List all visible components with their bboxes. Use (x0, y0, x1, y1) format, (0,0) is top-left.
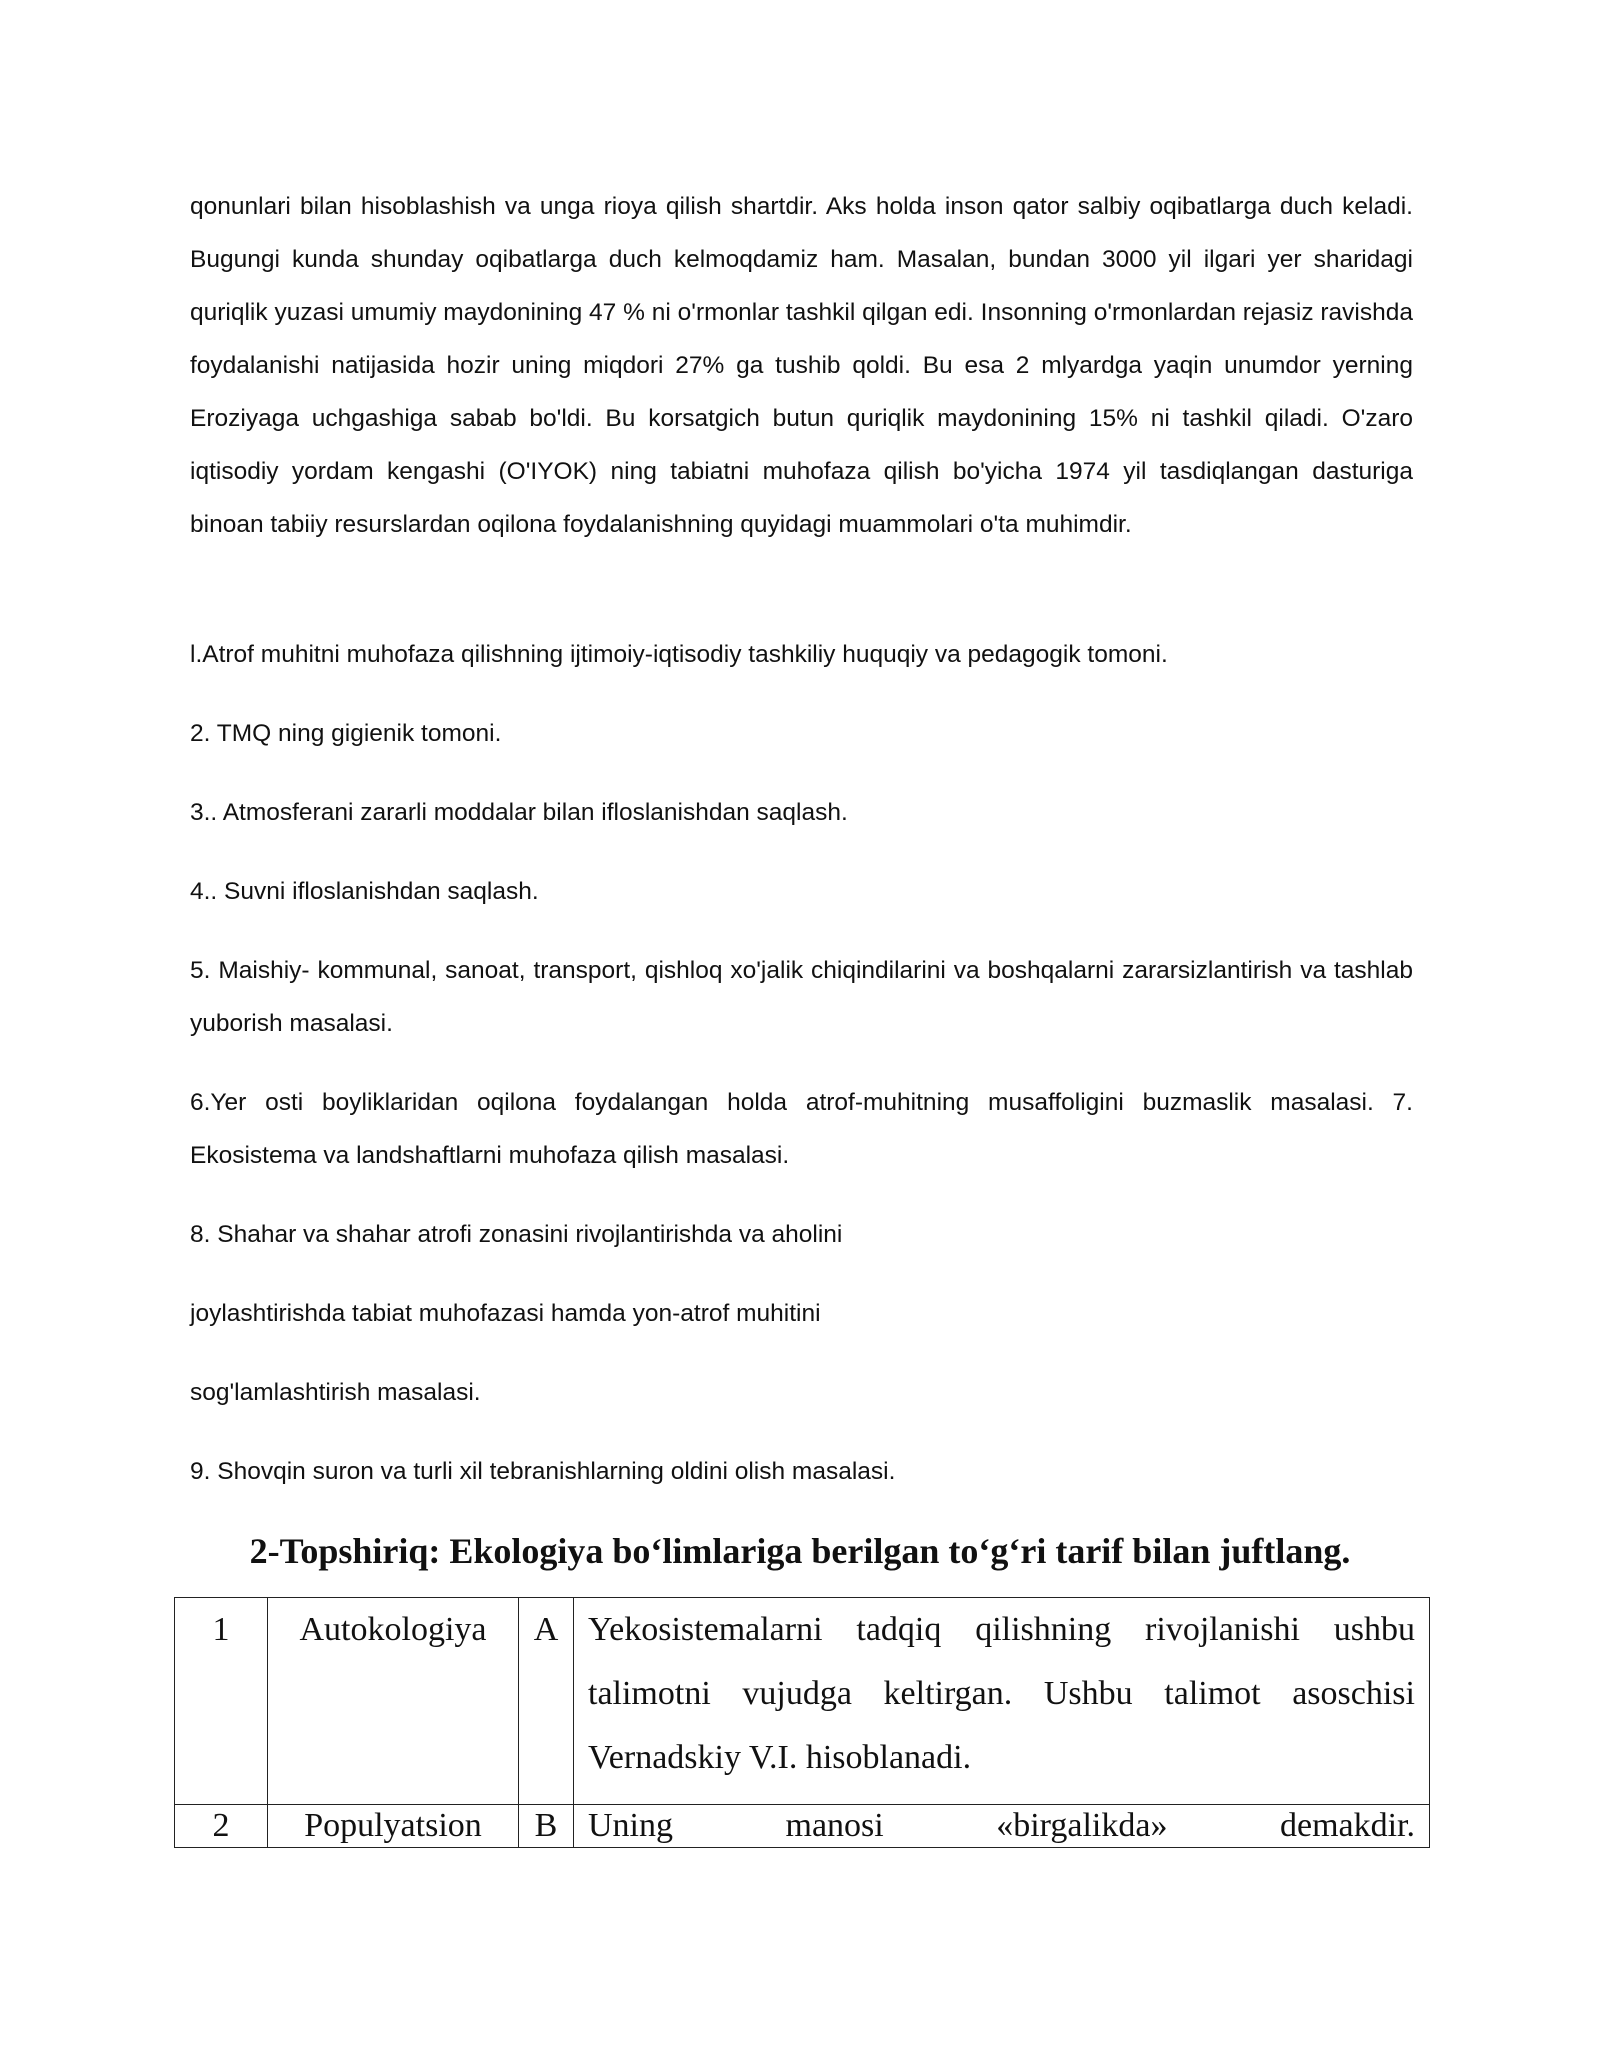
list-item: 2. TMQ ning gigienik tomoni. (190, 720, 502, 747)
row-number: 2 (175, 1805, 268, 1848)
row-term: Autokologiya (268, 1598, 519, 1805)
table-row (175, 1805, 1430, 1848)
table-row (175, 1598, 1430, 1805)
row-letter: B (519, 1805, 574, 1848)
list-item: 3.. Atmosferani zararli moddalar bilan ifloslanishdan saqlash. (190, 799, 848, 826)
intro-paragraph (190, 180, 1413, 551)
list-item: 8. Shahar va shahar atrofi zonasini rivojlantirishda va aholini (190, 1221, 843, 1248)
row-letter: A (519, 1598, 574, 1805)
list-item: 4.. Suvni ifloslanishdan saqlash. (190, 878, 539, 905)
list-item: joylashtirishda tabiat muhofazasi hamda yon-atrof muhitini (190, 1300, 821, 1327)
row-description: Uning manosi «birgalikda» demakdir. (574, 1805, 1430, 1848)
list-item: 5. Maishiy- kommunal, sanoat, transport, qishloq xo'jalik chiqindilarini va boshqalarni zararsizlantirish va tashlab yuborish masalasi. (190, 957, 1413, 1037)
list-item: 9. Shovqin suron va turli xil tebranishlarning oldini olish masalasi. (190, 1458, 896, 1485)
row-number: 1 (175, 1598, 268, 1805)
list-item: 6.Yer osti boyliklaridan oqilona foydalangan holda atrof-muhitning musaffoligini buzmaslik masalasi. 7. Ekosistema va landshaftlarni muhofaza qilish masalasi. (190, 1089, 1413, 1169)
list-item: sog'lamlashtirish masalasi. (190, 1379, 481, 1406)
row-description: Yekosistemalarni tadqiq qilishning rivojlanishi ushbu talimotni vujudga keltirgan. Ushbu talimot asoschisi Vernadskiy V.I. hisoblanadi. (574, 1598, 1430, 1805)
matching-table (174, 1597, 1430, 1848)
list-item: l.Atrof muhitni muhofaza qilishning ijtimoiy-iqtisodiy tashkiliy huquqiy va pedagogik tomoni. (190, 641, 1168, 668)
task-title: 2-Topshiriq: Ekologiya bo‘limlariga berilgan to‘g‘ri tarif bilan juftlang. (249, 1531, 1351, 1571)
intro-paragraph-text: qonunlari bilan hisoblashish va unga rioya qilish shartdir. Aks holda inson qator salbiy oqibatlarga duch keladi. Bugungi kunda shunday oqibatlarga duch kelmoqdamiz ham. Masalan, bundan 3000 yil ilgari yer sharidagi quriqlik yuzasi umumiy maydonining 47 % ni o'rmonlar tashkil qilgan edi. Insonning o'rmonlardan rejasiz ravishda foydalanishi natijasida hozir uning miqdori 27% ga tushib qoldi. Bu esa 2 mlyardga yaqin unumdor yerning Eroziyaga uchgashiga sabab bo'ldi. Bu korsatgich butun quriqlik maydonining 15% ni tashkil qiladi. O'zaro iqtisodiy yordam kengashi (O'IYOK) ning tabiatni muhofaza qilish bo'yicha 1974 yil tasdiqlangan dasturiga binoan tabiiy resurslardan oqilona foydalanishning quyidagi muammolari o'ta muhimdir. (190, 193, 1413, 538)
row-term: Populyatsion (268, 1805, 519, 1848)
